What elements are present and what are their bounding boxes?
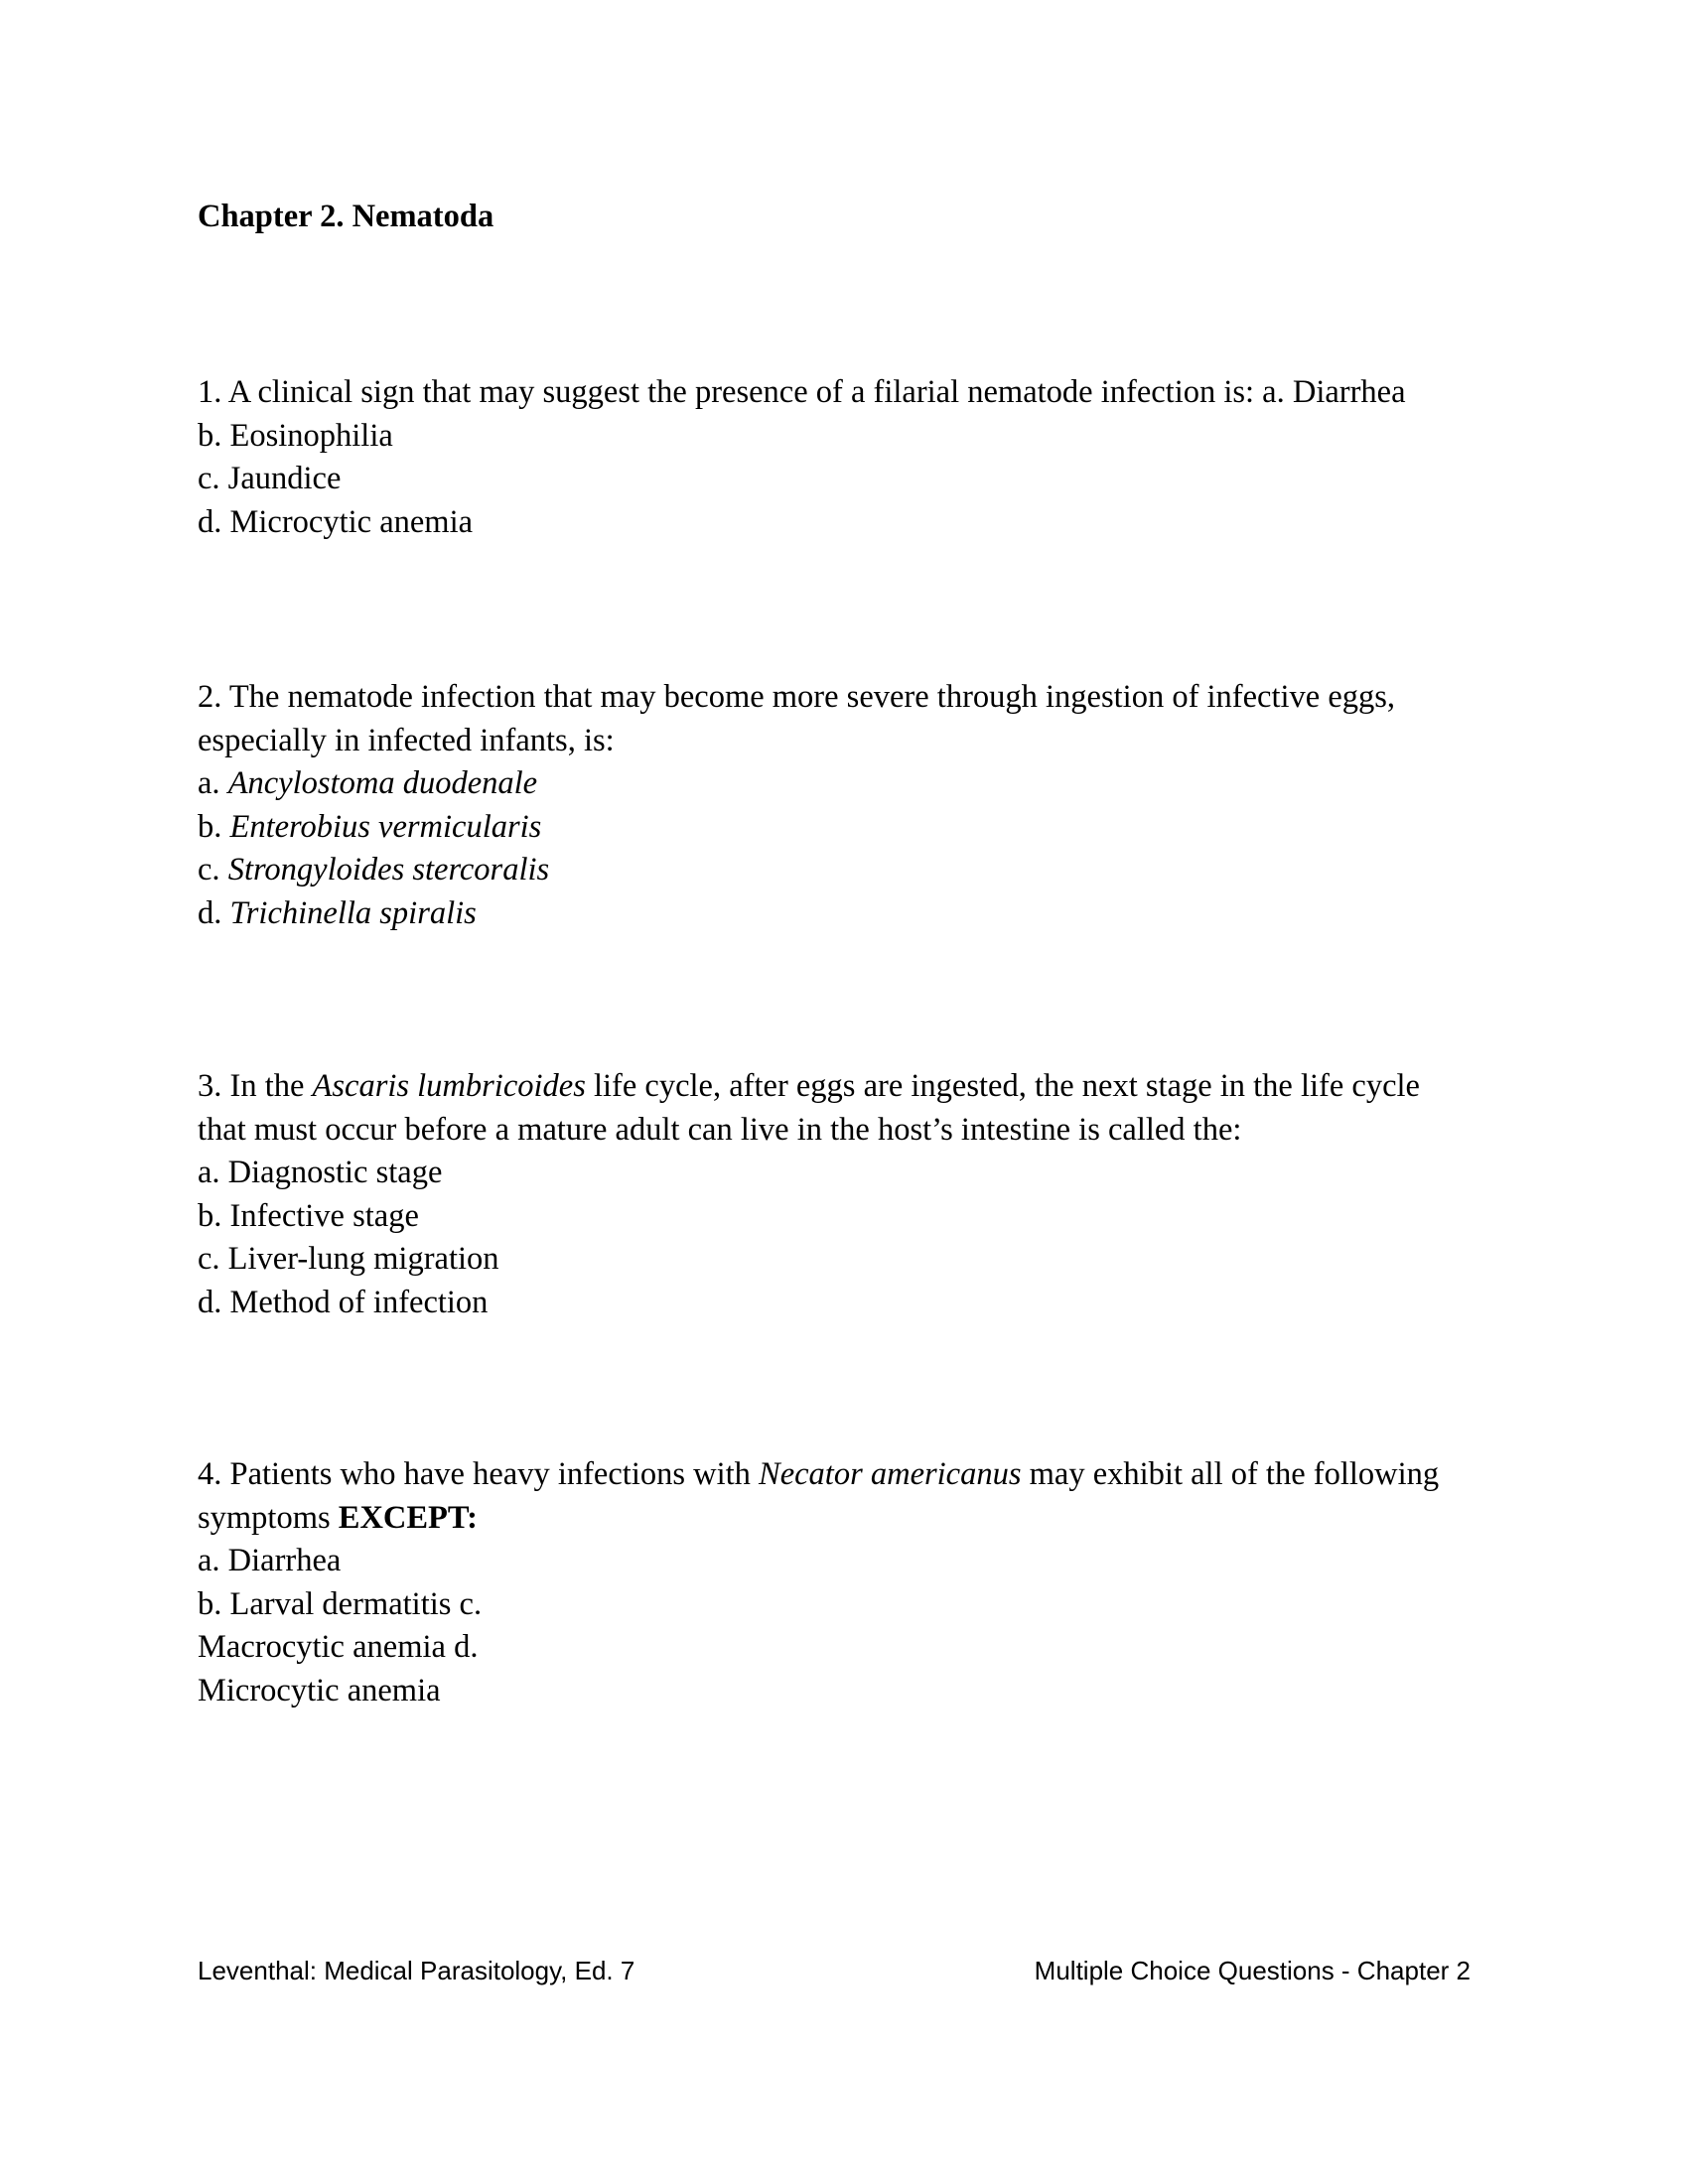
option-prefix: d. — [198, 894, 230, 931]
question-stem: 1. A clinical sign that may suggest the presence of a filarial nematode infection is: a. Diarrhea — [198, 374, 1406, 410]
answer-option: b. Eosinophilia — [198, 417, 393, 454]
answer-option — [198, 762, 1508, 806]
stem-text: symptoms — [198, 1499, 339, 1536]
chapter-title: Chapter 2. Nematoda — [198, 199, 494, 234]
question-4 — [198, 1453, 1508, 1712]
option-prefix: c. — [198, 852, 228, 887]
answer-option — [198, 892, 1508, 936]
question-stem — [198, 1065, 1508, 1109]
option-species: Enterobius vermicularis — [229, 808, 542, 845]
question-stem — [198, 1453, 1508, 1497]
question-stem: that must occur before a mature adult can live in the host’s intestine is called the: — [198, 1111, 1242, 1148]
answer-option: c. Jaundice — [198, 461, 342, 496]
answer-option: d. Microcytic anemia — [198, 503, 474, 540]
answer-option: a. Diarrhea — [198, 1543, 342, 1578]
option-prefix: a. — [198, 765, 228, 801]
question-1 — [198, 371, 1508, 544]
stem-species: Necator americanus — [759, 1456, 1022, 1492]
stem-text: may exhibit all of the following — [1021, 1456, 1440, 1492]
stem-emphasis: EXCEPT: — [338, 1499, 479, 1536]
answer-option: b. Larval dermatitis c. — [198, 1585, 483, 1622]
stem-text: 3. In the — [198, 1068, 313, 1104]
footer-book-title: Leventhal: Medical Parasitology, Ed. 7 — [198, 1956, 635, 1985]
stem-text: life cycle, after eggs are ingested, the next stage in the life cycle — [585, 1068, 1420, 1104]
answer-option: a. Diagnostic stage — [198, 1155, 443, 1190]
question-3 — [198, 1065, 1508, 1324]
question-2 — [198, 676, 1508, 935]
footer-section-title: Multiple Choice Questions - Chapter 2 — [1034, 1956, 1471, 1985]
answer-option: c. Liver-lung migration — [198, 1241, 499, 1277]
option-prefix: b. — [198, 808, 230, 845]
option-species: Strongyloides stercoralis — [227, 852, 550, 887]
stem-text: 4. Patients who have heavy infections with — [198, 1456, 760, 1492]
question-stem — [198, 1497, 1508, 1541]
option-species: Trichinella spiralis — [229, 894, 477, 931]
option-species: Ancylostoma duodenale — [227, 765, 538, 801]
answer-option — [198, 849, 1508, 892]
answer-option: Microcytic anemia — [198, 1672, 441, 1708]
question-stem: 2. The nematode infection that may become more severe through ingestion of infective eggs, — [198, 679, 1396, 715]
answer-option: b. Infective stage — [198, 1197, 419, 1234]
answer-option: d. Method of infection — [198, 1284, 489, 1320]
answer-option: Macrocytic anemia d. — [198, 1629, 479, 1665]
answer-option — [198, 806, 1508, 850]
stem-species: Ascaris lumbricoides — [312, 1068, 586, 1104]
question-stem: especially in infected infants, is: — [198, 722, 615, 758]
